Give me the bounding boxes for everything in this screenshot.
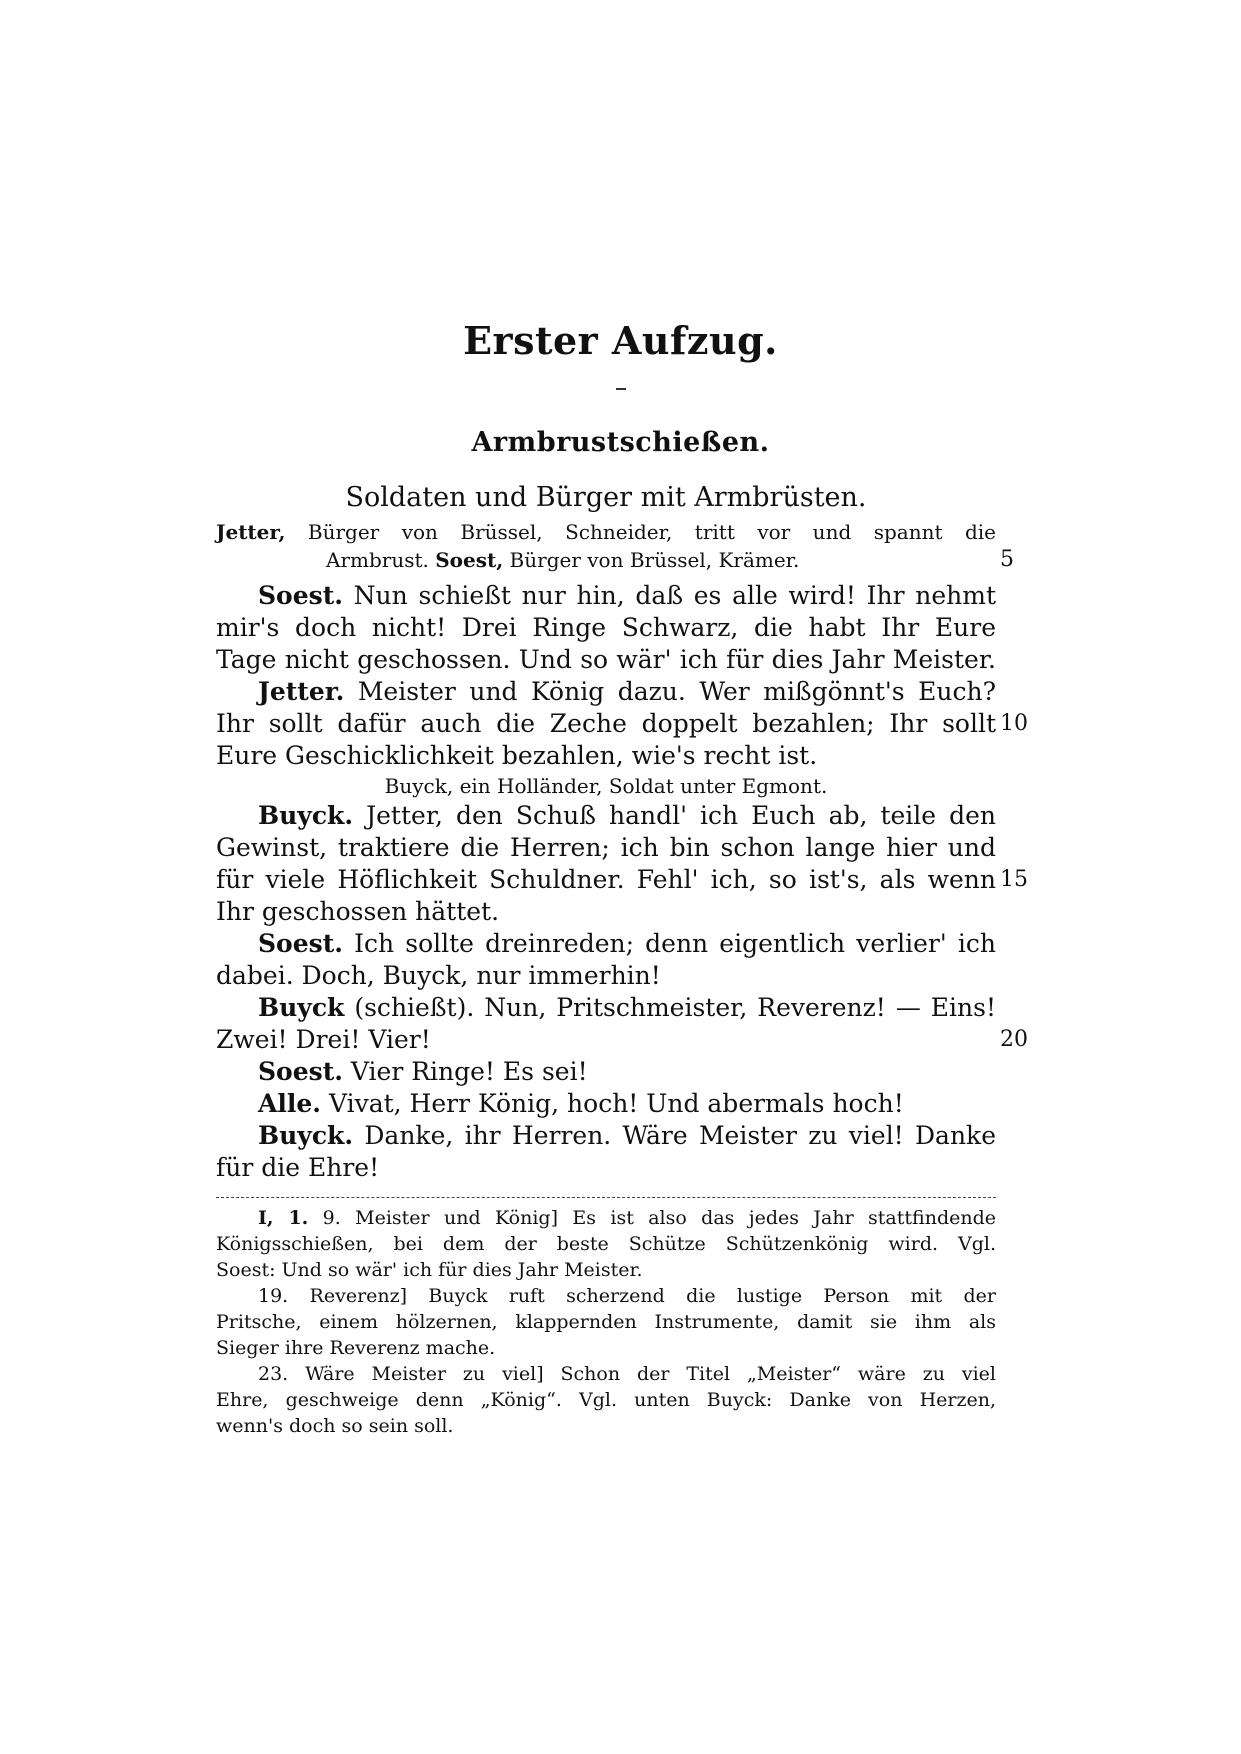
line-number: 10 (1000, 711, 1028, 736)
footnote-text: Ehre, geschweige denn „König“. Vgl. unten Buyck: Danke von Herzen, (216, 1389, 996, 1411)
stage-direction: Soldaten und Bürger mit Armbrüsten. (345, 482, 867, 513)
dialogue-line (216, 864, 1028, 896)
dialogue-text: Vivat, Herr König, hoch! Und abermals hoch! (321, 1089, 904, 1118)
speaker-name: Soest, (435, 548, 504, 572)
footnote-ref: I, 1. (258, 1207, 309, 1229)
footnote-line (216, 1309, 996, 1335)
speaker-name: Soest. (258, 581, 343, 610)
scene-title: Armbrustschießen. (471, 427, 770, 458)
dialogue-text: Gewinst, traktiere die Herren; ich bin schon lange hier und (216, 833, 996, 862)
footnote-line (216, 1283, 996, 1309)
dialogue-line (216, 1088, 996, 1120)
footnote-text: 23. Wäre Meister zu viel] Schon der Titel „Meister“ wäre zu viel (258, 1363, 996, 1385)
speaker-name: Buyck. (258, 1121, 354, 1150)
dialogue-line (216, 676, 996, 708)
footnotes (216, 1205, 996, 1439)
line-number: 15 (1000, 867, 1028, 892)
dialogue-line (216, 1024, 1028, 1056)
cast-text: Bürger von Brüssel, Schneider, tritt vor und spannt die (285, 520, 996, 544)
cast-text: Armbrust. (326, 548, 436, 572)
footnote-line (216, 1257, 996, 1283)
dialogue-text: Jetter, den Schuß handl' ich Euch ab, teile den (353, 801, 996, 830)
dialogue-text: Meister und König dazu. Wer mißgönnt's Euch? (344, 677, 996, 706)
footnote-line (216, 1335, 996, 1361)
speaker-name: Buyck. (258, 801, 354, 830)
dialogue-line (216, 580, 996, 612)
stage-direction (216, 772, 996, 800)
dialogue-line (216, 708, 1028, 740)
footnote-line (216, 1413, 996, 1439)
line-number: 5 (1000, 547, 1014, 572)
dialogue-line (216, 1120, 996, 1152)
footnote-text: Königsschießen, bei dem der beste Schütze Schützenkönig wird. Vgl. (216, 1233, 996, 1255)
line-number: 20 (1000, 1027, 1028, 1052)
footnote-text: 19. Reverenz] Buyck ruft scherzend die lustige Person mit der (258, 1285, 996, 1307)
dialogue-text: für viele Höflichkeit Schuldner. Fehl' ich, so ist's, als wenn (216, 865, 996, 894)
dialogue-text: Tage nicht geschossen. Und so wär' ich für dies Jahr Meister. (216, 645, 996, 674)
dialogue-line (216, 832, 996, 864)
dialogue-line (216, 960, 996, 992)
speaker-name: Alle. (258, 1089, 322, 1118)
dialogue-line (216, 1152, 996, 1184)
dialogue-line (216, 612, 996, 644)
title-divider (616, 388, 626, 390)
footnote-line (216, 1387, 996, 1413)
footnote-text: wenn's doch so sein soll. (216, 1415, 454, 1437)
main-text (216, 478, 1028, 1184)
speaker-name: Jetter, (216, 520, 286, 544)
footnote-text: 9. Meister und König] Es ist also das jedes Jahr stattfindende (308, 1207, 996, 1229)
dialogue-text: Nun schießt nur hin, daß es alle wird! Ihr nehmt (342, 581, 996, 610)
dialogue-line (216, 896, 996, 928)
dialogue-text: mir's doch nicht! Drei Ringe Schwarz, die habt Ihr Eure (216, 613, 996, 642)
dialogue-text: Vier Ringe! Es sei! (342, 1057, 588, 1086)
footnote-rule (216, 1197, 996, 1198)
footnote-line (216, 1361, 996, 1387)
dialogue-line (216, 740, 996, 772)
stage-direction-text: Buyck, ein Holländer, Soldat unter Egmont. (384, 774, 828, 798)
dialogue-line (216, 992, 996, 1024)
dialogue-text: Ihr geschossen hättet. (216, 897, 500, 926)
footnote-text: Sieger ihre Reverenz mache. (216, 1337, 496, 1359)
footnote-text: Soest: Und so wär' ich für dies Jahr Meister. (216, 1259, 643, 1281)
dialogue-line (216, 644, 996, 676)
dialogue-text: dabei. Doch, Buyck, nur immerhin! (216, 961, 661, 990)
cast-line (216, 518, 996, 546)
speaker-name: Jetter. (258, 677, 345, 706)
footnote-text: Pritsche, einem hölzernen, klappernden Instrumente, damit sie ihm als (216, 1311, 996, 1333)
dialogue-text: Ich sollte dreinreden; denn eigentlich verlier' ich (342, 929, 996, 958)
dialogue-text: für die Ehre! (216, 1153, 380, 1182)
footnote-line (216, 1205, 996, 1231)
act-title: Erster Aufzug. (463, 318, 778, 363)
dialogue-text: Ihr sollt dafür auch die Zeche doppelt bezahlen; Ihr sollt (216, 709, 996, 738)
dialogue-text: Danke, ihr Herren. Wäre Meister zu viel! Danke (353, 1121, 996, 1150)
cast-text: Bürger von Brüssel, Krämer. (503, 548, 800, 572)
speaker-name: Buyck (258, 993, 345, 1022)
dialogue-line (216, 1056, 996, 1088)
dialogue-text: Eure Geschicklichkeit bezahlen, wie's recht ist. (216, 741, 818, 770)
dialogue-line (216, 928, 996, 960)
dialogue-line (216, 800, 996, 832)
cast-line (216, 546, 1014, 574)
dialogue-text: (schießt). Nun, Pritschmeister, Reverenz! — Eins! (344, 993, 996, 1022)
speaker-name: Soest. (258, 1057, 343, 1086)
speaker-name: Soest. (258, 929, 343, 958)
dialogue-text: Zwei! Drei! Vier! (216, 1025, 431, 1054)
footnote-line (216, 1231, 996, 1257)
